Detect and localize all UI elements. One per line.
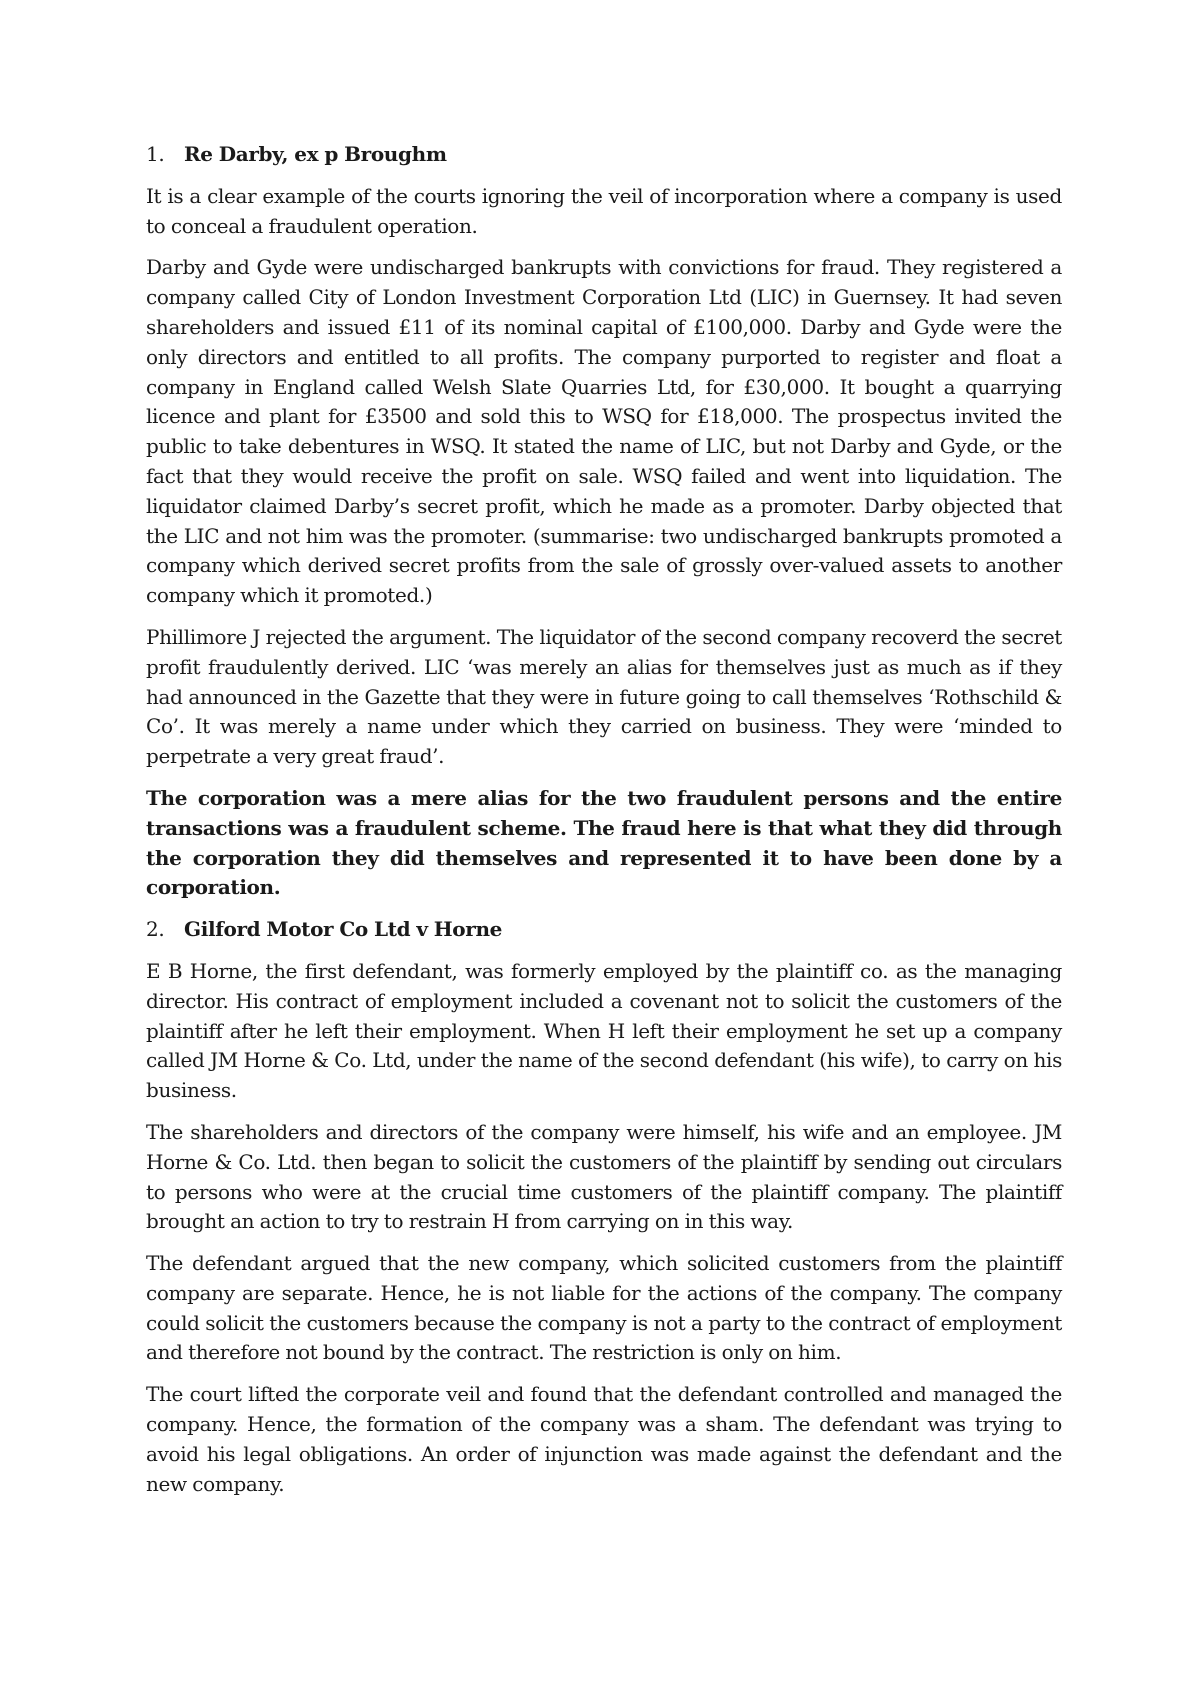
case-1-number: 1.: [146, 142, 165, 166]
case-2-paragraph-2: The shareholders and directors of the company were himself, his wife and an employee. JM Horne & Co. Ltd. then began to solicit the customers of the plaintiff by sending out circulars to persons who were at the crucial time customers of the plaintiff company. The plaintiff brought an action to try to restrain H from carrying on in this way.: [146, 1119, 1062, 1234]
case-1-title: Re Darby, ex p Broughm: [184, 142, 447, 166]
case-2-title: Gilford Motor Co Ltd v Horne: [184, 917, 503, 942]
case-2-paragraph-1: E B Horne, the first defendant, was formerly employed by the plaintiff co. as the managing director. His contract of employment included a covenant not to solicit the customers of the plaintiff after he left their employment. When H left their employment he set up a company called JM Horne & Co. Ltd, under the name of the second defendant (his wife), to carry on his business.: [146, 958, 1062, 1103]
case-1-conclusion: The corporation was a mere alias for the two fraudulent persons and the entire transactions was a fraudulent scheme. The fraud here is that what they did through the corporation they did themselves and represented it to have been done by a corporation.: [146, 785, 1062, 900]
case-1-paragraph-3: Phillimore J rejected the argument. The liquidator of the second company recoverd the secret profit fraudulently derived. LIC ‘was merely an alias for themselves just as much as if they had announced in the Gazette that they were in future going to call themselves ‘Rothschild & Co’. It was merely a name under which they carried on business. They were ‘minded to perpetrate a very great fraud’.: [146, 624, 1062, 769]
case-2-number: 2.: [146, 917, 165, 942]
case-1-paragraph-1: It is a clear example of the courts ignoring the veil of incorporation where a company is used to conceal a fraudulent operation.: [146, 183, 1062, 238]
case-1-paragraph-2: Darby and Gyde were undischarged bankrupts with convictions for fraud. They registered a company called City of London Investment Corporation Ltd (LIC) in Guernsey. It had seven shareholders and issued £11 of its nominal capital of £100,000. Darby and Gyde were the only directors and entitled to all profits. The company purported to register and float a company in England called Welsh Slate Quarries Ltd, for £30,000. It bought a quarrying licence and plant for £3500 and sold this to WSQ for £18,000. The prospectus invited the public to take debentures in WSQ. It stated the name of LIC, but not Darby and Gyde, or the fact that they would receive the profit on sale. WSQ failed and went into liquidation. The liquidator claimed Darby’s secret profit, which he made as a promoter. Darby objected that the LIC and not him was the promoter. (summarise: two undischarged bankrupts promoted a company which derived secret profits from the sale of grossly over-valued assets to another company which it promoted.): [146, 255, 1062, 608]
case-2-paragraph-4: The court lifted the corporate veil and found that the defendant controlled and managed the company. Hence, the formation of the company was a sham. The defendant was trying to avoid his legal obligations. An order of injunction was made against the defendant and the new company.: [146, 1382, 1062, 1496]
case-1-heading: [146, 140, 1062, 170]
case-2-paragraph-3: The defendant argued that the new company, which solicited customers from the plaintiff company are separate. Hence, he is not liable for the actions of the company. The company could solicit the customers because the company is not a party to the contract of employment and therefore not bound by the contract. The restriction is only on him.: [146, 1251, 1062, 1365]
case-2-heading: [146, 915, 1062, 945]
document-page: [146, 140, 1062, 1511]
